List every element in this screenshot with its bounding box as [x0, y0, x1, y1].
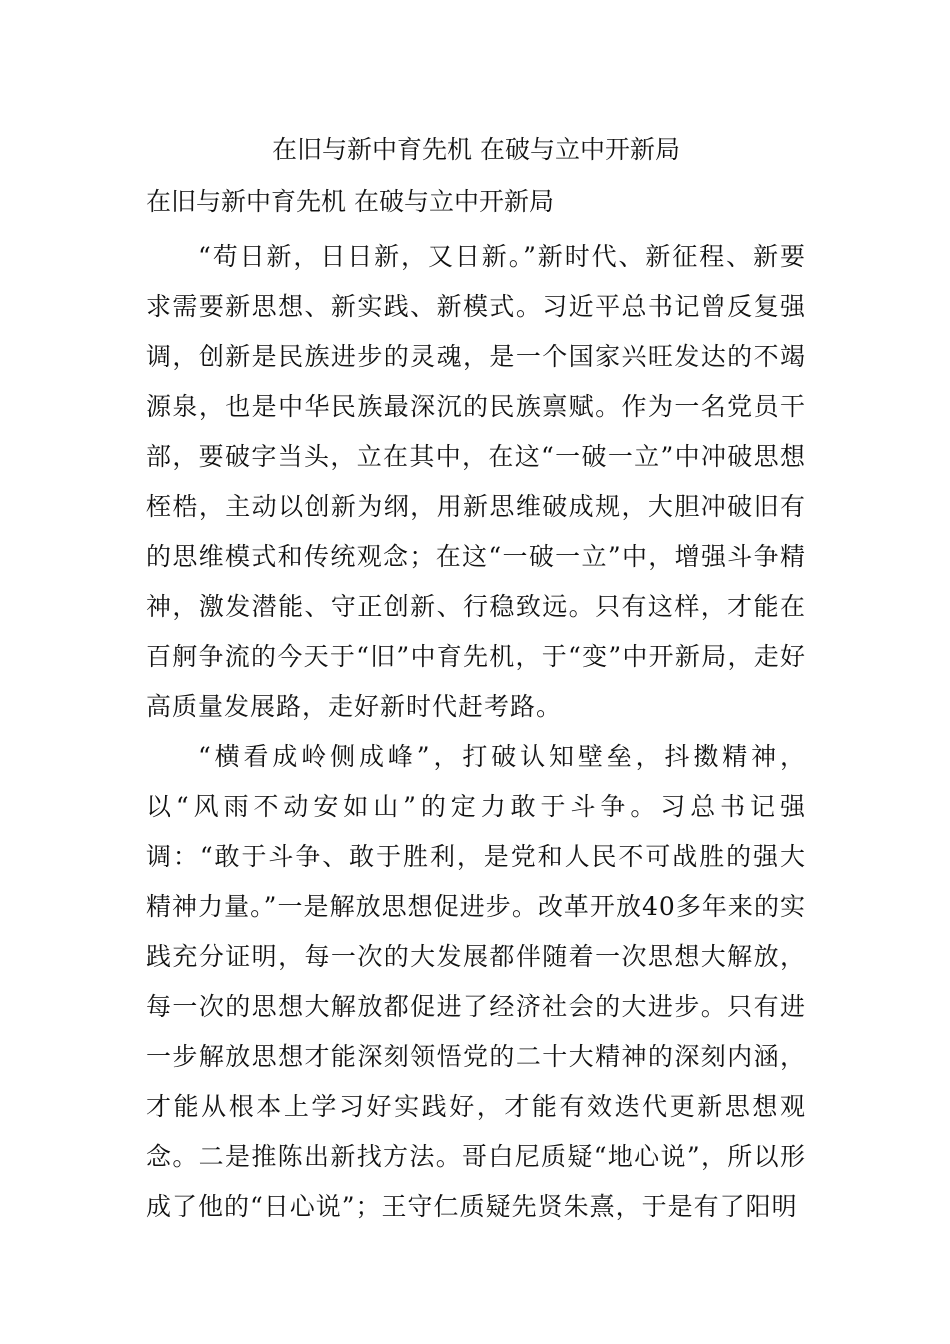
document-title: 在旧与新中育先机 在破与立中开新局 [272, 135, 680, 164]
document-body [146, 232, 806, 1232]
paragraph-1: “苟日新，日日新，又日新。”新时代、新征程、新要求需要新思想、新实践、新模式。习近平总书记曾反复强调，创新是民族进步的灵魂，是一个国家兴旺发达的不竭源泉，也是中华民族最深沉的民族禀赋。作为一名党员干部，要破字当头，立在其中，在这“一破一立”中冲破思想桎梏，主动以创新为纲，用新思维破成规，大胆冲破旧有的思维模式和传统观念；在这“一破一立”中，增强斗争精神，激发潜能、守正创新、行稳致远。只有这样，才能在百舸争流的今天于“旧”中育先机，于“变”中开新局，走好高质量发展路，走好新时代赶考路。 [146, 242, 806, 721]
paragraph-2: “横看成岭侧成峰”，打破认知壁垒，抖擞精神，以“风雨不动安如山”的定力敢于斗争。习总书记强调：“敢于斗争、敢于胜利，是党和人民不可战胜的强大精神力量。”一是解放思想促进步。改革开放40多年来的实践充分证明，每一次的大发展都伴随着一次思想大解放，每一次的思想大解放都促进了经济社会的大进步。只有进一步解放思想才能深刻领悟党的二十大精神的深刻内涵，才能从根本上学习好实践好，才能有效迭代更新思想观念。二是推陈出新找方法。哥白尼质疑“地心说”，所以形成了他的“日心说”；王守仁质疑先贤朱熹，于是有了阳明 [146, 742, 806, 1221]
document-subtitle: 在旧与新中育先机 在破与立中开新局 [146, 187, 554, 216]
